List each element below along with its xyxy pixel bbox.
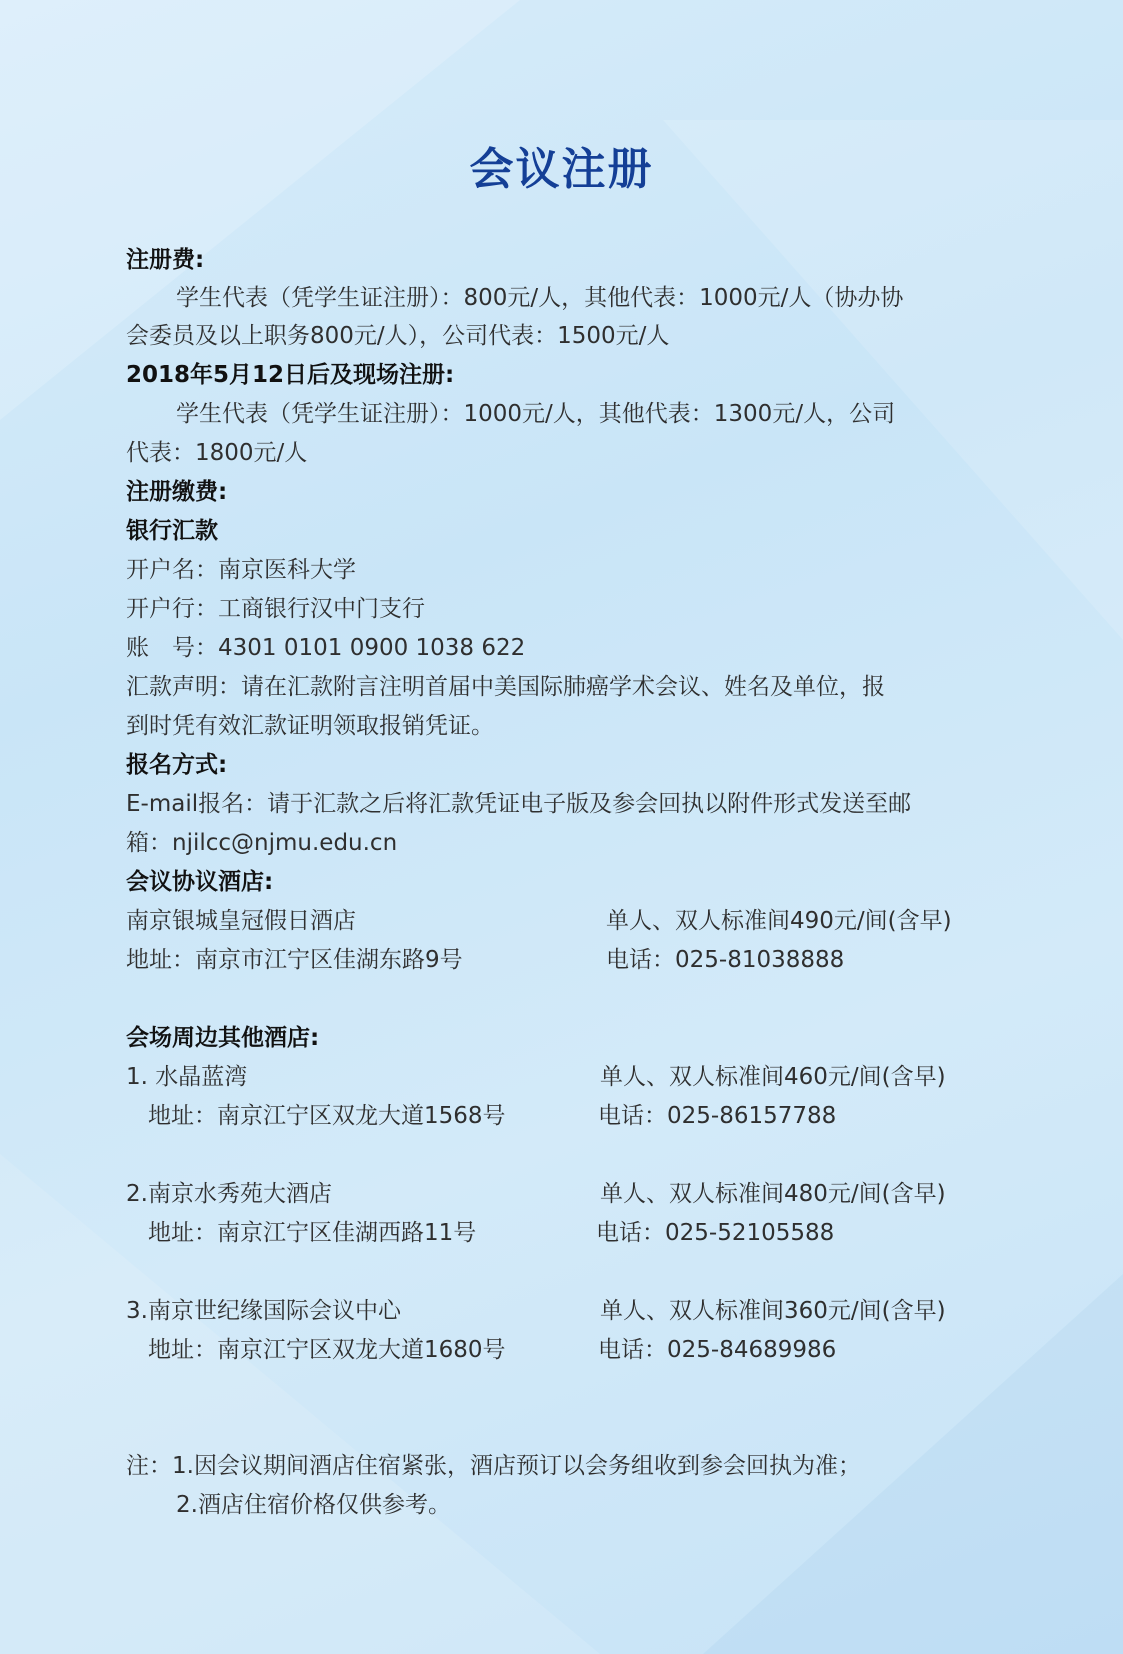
bank-heading: 银行汇款 xyxy=(126,518,218,544)
account-number: 账 号：4301 0101 0900 1038 622 xyxy=(126,635,526,661)
other-hotel-address: 地址：南京江宁区佳湖西路11号 xyxy=(148,1220,477,1246)
fee-heading: 注册费: xyxy=(126,247,205,273)
note-line-2: 2.酒店住宿价格仅供参考。 xyxy=(176,1492,451,1518)
payment-heading: 注册缴费: xyxy=(126,479,228,505)
page-title: 会议注册 xyxy=(469,144,654,195)
hotel-phone: 电话：025-81038888 xyxy=(606,947,845,973)
account-name: 开户名：南京医科大学 xyxy=(126,557,356,583)
late-line-1: 学生代表（凭学生证注册）：1000元/人，其他代表：1300元/人，公司 xyxy=(176,401,896,427)
other-hotel-address: 地址：南京江宁区双龙大道1568号 xyxy=(148,1103,506,1129)
other-hotel-price: 单人、双人标准间360元/间(含早) xyxy=(600,1298,946,1324)
other-hotel-phone: 电话：025-86157788 xyxy=(598,1103,837,1129)
fee-line-2: 会委员及以上职务800元/人），公司代表：1500元/人 xyxy=(126,323,670,349)
hotel-address: 地址：南京市江宁区佳湖东路9号 xyxy=(126,947,463,973)
note-line-1: 注：1.因会议期间酒店住宿紧张，酒店预订以会务组收到参会回执为准； xyxy=(126,1453,861,1479)
bank-name: 开户行：工商银行汉中门支行 xyxy=(126,596,425,622)
signup-heading: 报名方式: xyxy=(126,752,228,778)
background-facet xyxy=(663,120,1123,640)
other-hotel-address: 地址：南京江宁区双龙大道1680号 xyxy=(148,1337,506,1363)
late-heading: 2018年5月12日后及现场注册: xyxy=(126,362,455,388)
background-facet xyxy=(0,0,520,420)
other-hotel-name: 3.南京世纪缘国际会议中心 xyxy=(126,1298,401,1324)
late-line-2: 代表：1800元/人 xyxy=(126,440,308,466)
other-hotel-phone: 电话：025-52105588 xyxy=(596,1220,835,1246)
fee-line-1: 学生代表（凭学生证注册）：800元/人，其他代表：1000元/人（协办协 xyxy=(176,285,904,311)
other-hotel-price: 单人、双人标准间460元/间(含早) xyxy=(600,1064,946,1090)
hotel-heading: 会议协议酒店: xyxy=(126,869,274,895)
remit-note-2: 到时凭有效汇款证明领取报销凭证。 xyxy=(126,713,494,739)
remit-note-1: 汇款声明：请在汇款附言注明首届中美国际肺癌学术会议、姓名及单位，报 xyxy=(126,674,885,700)
other-hotel-phone: 电话：025-84689986 xyxy=(598,1337,837,1363)
hotel-name: 南京银城皇冠假日酒店 xyxy=(126,908,356,934)
other-hotel-name: 1. 水晶蓝湾 xyxy=(126,1064,248,1090)
signup-email: 箱：njilcc@njmu.edu.cn xyxy=(126,830,398,856)
signup-line-1: E-mail报名：请于汇款之后将汇款凭证电子版及参会回执以附件形式发送至邮 xyxy=(126,791,912,817)
other-hotel-price: 单人、双人标准间480元/间(含早) xyxy=(600,1181,946,1207)
other-hotels-heading: 会场周边其他酒店: xyxy=(126,1025,320,1051)
hotel-price: 单人、双人标准间490元/间(含早) xyxy=(606,908,952,934)
other-hotel-name: 2.南京水秀苑大酒店 xyxy=(126,1181,332,1207)
